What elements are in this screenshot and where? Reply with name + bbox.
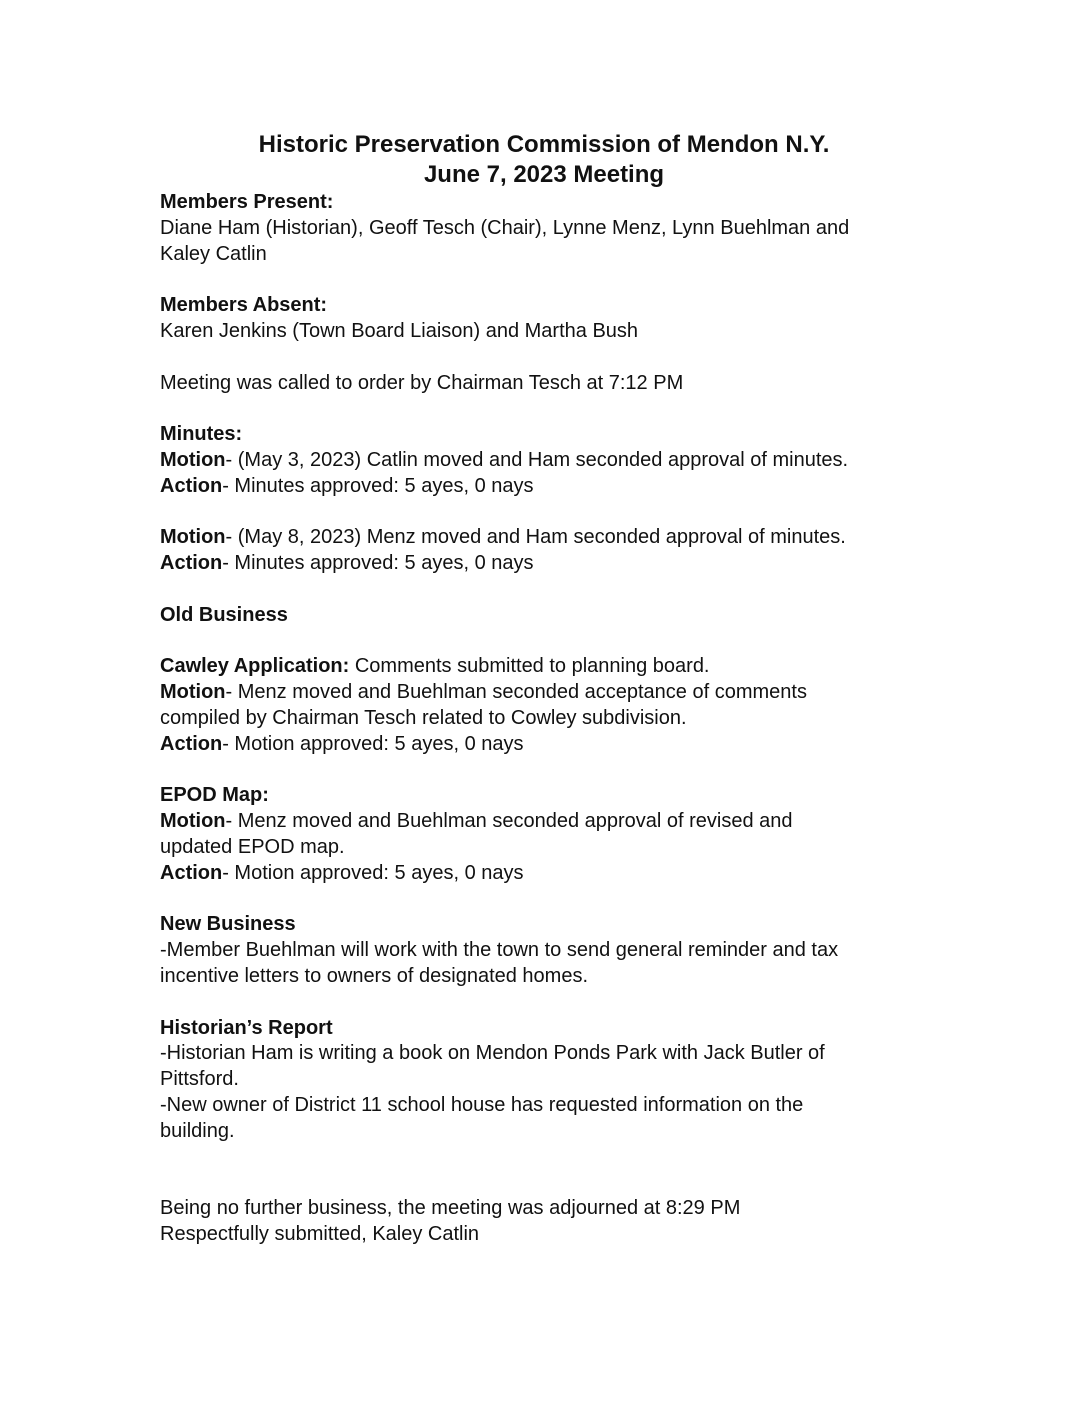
members-present-line-2: Kaley Catlin xyxy=(160,242,267,265)
historians-report-line-4: building. xyxy=(160,1119,235,1142)
submitted-by: Respectfully submitted, Kaley Catlin xyxy=(160,1222,480,1245)
document-title: Historic Preservation Commission of Mendon N.Y. xyxy=(258,131,830,158)
motion-text: - (May 3, 2023) Catlin moved and Ham seconded approval of minutes. xyxy=(225,448,849,471)
epod-motion-continued: updated EPOD map. xyxy=(160,835,345,858)
action-text: - Motion approved: 5 ayes, 0 nays xyxy=(222,861,524,884)
motion-label: Motion xyxy=(160,526,226,549)
cawley-application xyxy=(160,654,920,680)
action-label: Action xyxy=(160,861,223,884)
cawley-action xyxy=(160,732,920,758)
members-present-line-1: Diane Ham (Historian), Geoff Tesch (Chair), Lynne Menz, Lynn Buehlman and xyxy=(160,216,850,239)
motion-text: - Menz moved and Buehlman seconded approval of revised and xyxy=(225,810,793,833)
new-business-line-2: incentive letters to owners of designated homes. xyxy=(160,964,589,987)
motion-label: Motion xyxy=(160,448,226,471)
members-present-heading: Members Present: xyxy=(160,191,334,213)
motion-text: - Menz moved and Buehlman seconded acceptance of comments xyxy=(225,681,807,704)
historians-report-line-3: -New owner of District 11 school house has requested information on the xyxy=(160,1093,804,1116)
epod-motion xyxy=(160,809,920,835)
action-label: Action xyxy=(160,474,223,497)
action-label: Action xyxy=(160,552,223,575)
members-absent-heading: Members Absent: xyxy=(160,294,328,317)
meeting-date-title: June 7, 2023 Meeting xyxy=(423,161,665,188)
epod-map-heading: EPOD Map: xyxy=(160,784,269,807)
cawley-text: Comments submitted to planning board. xyxy=(349,655,710,678)
historians-report-line-1: -Historian Ham is writing a book on Mendon Ponds Park with Jack Butler of xyxy=(160,1042,825,1065)
cawley-label: Cawley Application: xyxy=(160,655,350,678)
minutes-action-1 xyxy=(160,474,920,500)
cawley-motion-continued: compiled by Chairman Tesch related to Cowley subdivision. xyxy=(160,706,687,729)
members-absent-text: Karen Jenkins (Town Board Liaison) and Martha Bush xyxy=(160,319,639,342)
cawley-motion xyxy=(160,680,920,706)
old-business-heading: Old Business xyxy=(160,603,288,626)
action-label: Action xyxy=(160,732,223,755)
new-business-line-1: -Member Buehlman will work with the town to send general reminder and tax xyxy=(160,939,839,962)
call-to-order: Meeting was called to order by Chairman Tesch at 7:12 PM xyxy=(160,371,684,394)
motion-text: - (May 8, 2023) Menz moved and Ham seconded approval of minutes. xyxy=(225,526,846,549)
action-text: - Minutes approved: 5 ayes, 0 nays xyxy=(222,552,534,575)
historians-report-heading: Historian’s Report xyxy=(160,1016,333,1039)
action-text: - Motion approved: 5 ayes, 0 nays xyxy=(222,732,524,755)
new-business-heading: New Business xyxy=(160,913,296,936)
epod-action xyxy=(160,861,920,887)
action-text: - Minutes approved: 5 ayes, 0 nays xyxy=(222,474,534,497)
historians-report-line-2: Pittsford. xyxy=(160,1068,239,1091)
adjournment: Being no further business, the meeting was adjourned at 8:29 PM xyxy=(160,1197,741,1220)
minutes-motion-2 xyxy=(160,525,920,551)
motion-label: Motion xyxy=(160,810,226,833)
minutes-motion-1 xyxy=(160,448,920,474)
minutes-action-2 xyxy=(160,551,920,577)
minutes-heading: Minutes: xyxy=(160,423,243,446)
motion-label: Motion xyxy=(160,681,226,704)
minutes-body xyxy=(160,190,920,1248)
